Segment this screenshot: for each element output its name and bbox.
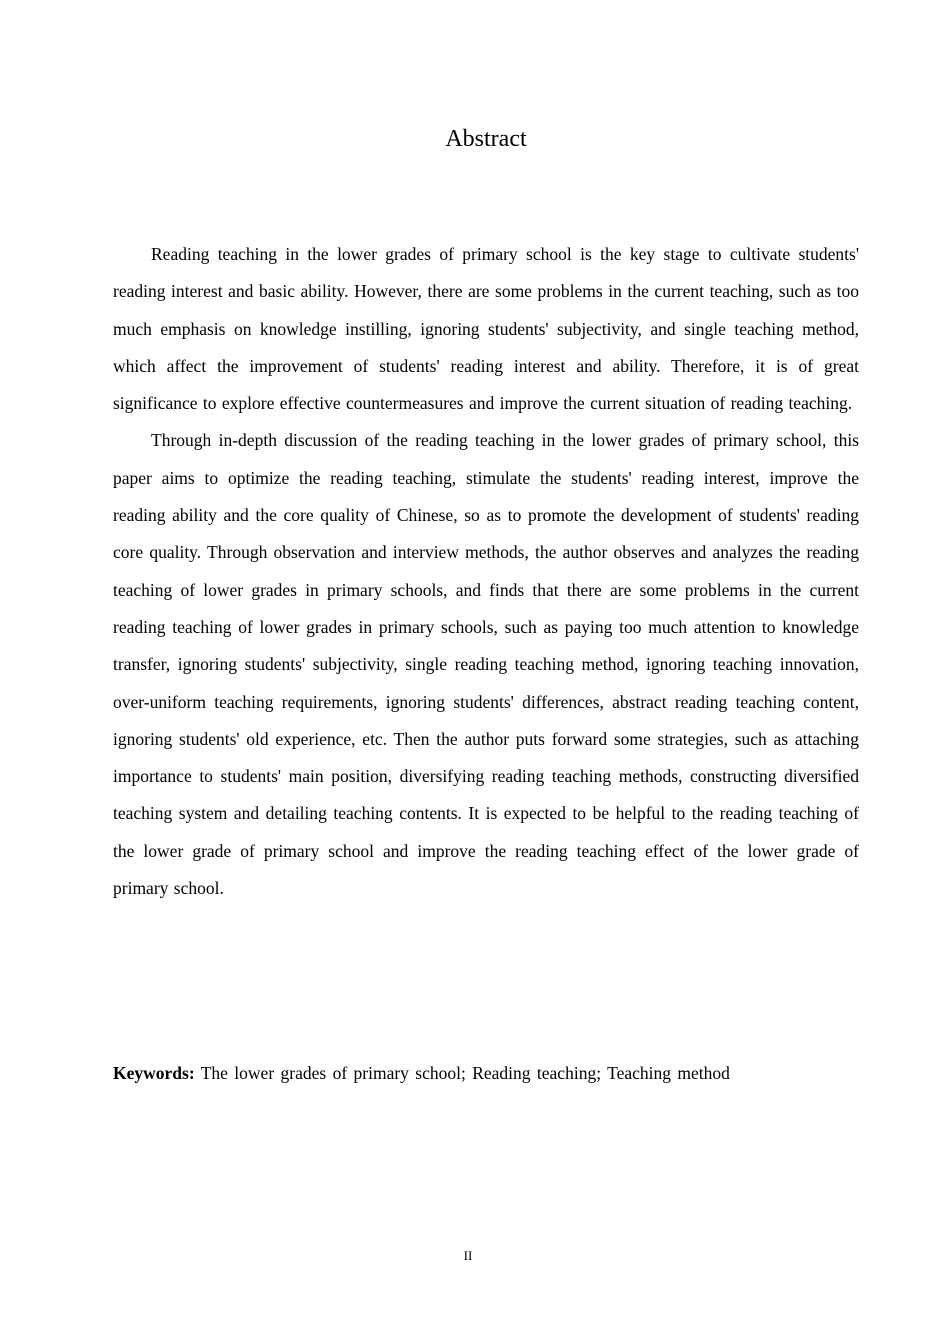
keywords-line [113,1058,859,1088]
page-title: Abstract [445,126,527,152]
keywords-label: Keywords: [113,1063,195,1083]
keywords-text: The lower grades of primary school; Reading teaching; Teaching method [200,1063,730,1083]
abstract-paragraph-1: Reading teaching in the lower grades of primary school is the key stage to cultivate students' reading interest and basic ability. However, there are some problems in the current teaching, such as too much emphasis on knowledge instilling, ignoring students' subjectivity, and single teaching method, which affect the improvement of students' reading interest and ability. Therefore, it is of great significance to explore effective countermeasures and improve the current situation of reading teaching. [113,244,859,414]
abstract-body [113,236,859,907]
page-number: II [463,1248,473,1263]
abstract-paragraph-2: Through in-depth discussion of the reading teaching in the lower grades of primary school, this paper aims to optimize the reading teaching, stimulate the students' reading interest, improve the reading ability and the core quality of Chinese, so as to promote the development of students' reading core quality. Through observation and interview methods, the author observes and analyzes the reading teaching of lower grades in primary schools, and finds that there are some problems in the current reading teaching of lower grades in primary schools, such as paying too much attention to knowledge transfer, ignoring students' subjectivity, single reading teaching method, ignoring teaching innovation, over-uniform teaching requirements, ignoring students' differences, abstract reading teaching content, ignoring students' old experience, etc. Then the author puts forward some strategies, such as attaching importance to students' main position, diversifying reading teaching methods, constructing diversified teaching system and detailing teaching contents. It is expected to be helpful to the reading teaching of the lower grade of primary school and improve the reading teaching effect of the lower grade of primary school. [113,430,859,899]
